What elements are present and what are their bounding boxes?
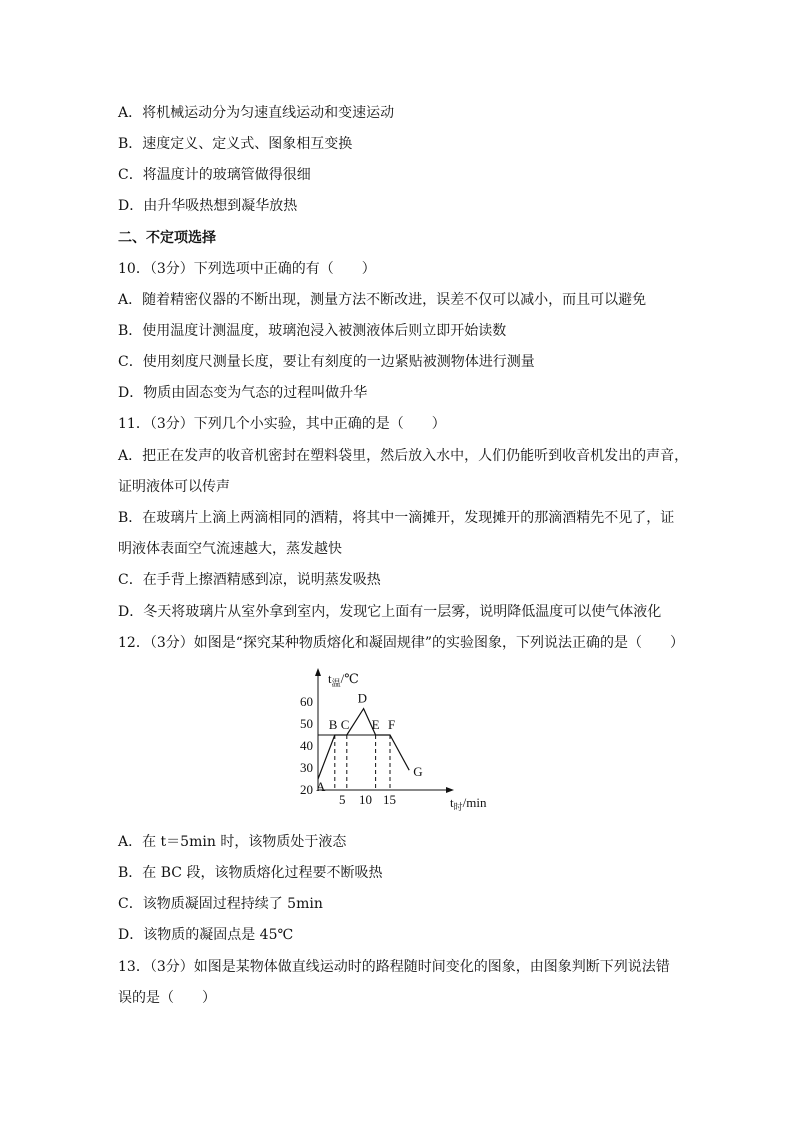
y-axis-title-subscript: 温 bbox=[331, 678, 341, 688]
q11-option-b-line1: B．在玻璃片上滴上两滴相同的酒精，将其中一滴摊开，发现摊开的那滴酒精先不见了，证 bbox=[118, 510, 675, 526]
q11-option-c: C．在手背上擦酒精感到凉，说明蒸发吸热 bbox=[118, 572, 381, 588]
y-tick-label: 20 bbox=[300, 782, 313, 797]
y-tick-label: 30 bbox=[300, 760, 313, 775]
y-tick-label: 60 bbox=[300, 694, 313, 709]
q11-option-a-line2: 证明液体可以传声 bbox=[118, 479, 230, 495]
temperature-time-graph bbox=[290, 662, 510, 822]
x-axis-title: $t_时/\min$ bbox=[450, 795, 487, 812]
x-axis-arrow bbox=[446, 787, 454, 793]
q10-stem: 10．（3分）下列选项中正确的有（ ） bbox=[118, 261, 376, 277]
graph-svg bbox=[290, 662, 510, 822]
q12-option-c: C．该物质凝固过程持续了 5min bbox=[118, 896, 323, 912]
point-label-d: D bbox=[357, 690, 367, 706]
x-axis-title-unit: /min bbox=[462, 795, 487, 810]
point-label-b: B bbox=[328, 717, 338, 732]
point-label-g: G bbox=[413, 764, 423, 780]
x-tick-label: 10 bbox=[359, 792, 372, 807]
point-label-a: A bbox=[316, 779, 326, 794]
q10-option-c: C．使用刻度尺测量长度，要让有刻度的一边紧贴被测物体进行测量 bbox=[118, 354, 535, 370]
y-axis-title: $t_温/℃$ bbox=[328, 671, 359, 688]
q11-option-a-line1: A．把正在发声的收音机密封在塑料袋里，然后放入水中，人们仍能听到收音机发出的声音， bbox=[118, 448, 689, 464]
q9-option-c: C．将温度计的玻璃管做得很细 bbox=[118, 167, 311, 183]
q11-option-b-line2: 明液体表面空气流速越大，蒸发越快 bbox=[118, 541, 342, 557]
q12-stem: 12．（3分）如图是“探究某种物质熔化和凝固规律”的实验图象，下列说法正确的是（ ） bbox=[118, 635, 685, 651]
y-axis-title-unit: /℃ bbox=[340, 671, 359, 686]
q9-option-a: A．将机械运动分为匀速直线运动和变速运动 bbox=[118, 105, 395, 121]
q12-option-d: D．该物质的凝固点是 45℃ bbox=[118, 927, 294, 943]
q10-option-a: A．随着精密仪器的不断出现，测量方法不断改进，误差不仅可以减小，而且可以避免 bbox=[118, 292, 647, 308]
q10-option-b: B．使用温度计测温度，玻璃泡浸入被测液体后则立即开始读数 bbox=[118, 323, 507, 339]
x-tick-label: 5 bbox=[339, 792, 346, 807]
q13-stem-line1: 13．（3分）如图是某物体做直线运动时的路程随时间变化的图象，由图象判断下列说法错 bbox=[118, 959, 670, 975]
q11-option-d: D．冬天将玻璃片从室外拿到室内，发现它上面有一层雾，说明降低温度可以使气体液化 bbox=[118, 604, 662, 620]
q12-option-a: A．在 t＝5min 时，该物质处于液态 bbox=[118, 834, 347, 850]
y-tick-label: 50 bbox=[300, 716, 313, 731]
section-heading: 二、不定项选择 bbox=[118, 230, 216, 246]
q12-option-b: B．在 BC 段，该物质熔化过程要不断吸热 bbox=[118, 865, 383, 881]
q11-stem: 11．（3分）下列几个小实验，其中正确的是（ ） bbox=[118, 416, 446, 432]
q13-stem-line2: 误的是（ ） bbox=[118, 990, 216, 1006]
q9-option-d: D．由升华吸热想到凝华放热 bbox=[118, 198, 298, 214]
point-label-f: F bbox=[388, 717, 396, 732]
y-tick-label: 40 bbox=[300, 738, 313, 753]
y-axis-arrow bbox=[315, 668, 321, 676]
point-label-c: C bbox=[340, 717, 350, 732]
q9-option-b: B．速度定义、定义式、图象相互变换 bbox=[118, 136, 353, 152]
x-tick-label: 15 bbox=[383, 792, 396, 807]
q10-option-d: D．物质由固态变为气态的过程叫做升华 bbox=[118, 385, 368, 401]
point-label-e: E bbox=[371, 717, 380, 732]
x-axis-title-subscript: 时 bbox=[453, 802, 463, 812]
